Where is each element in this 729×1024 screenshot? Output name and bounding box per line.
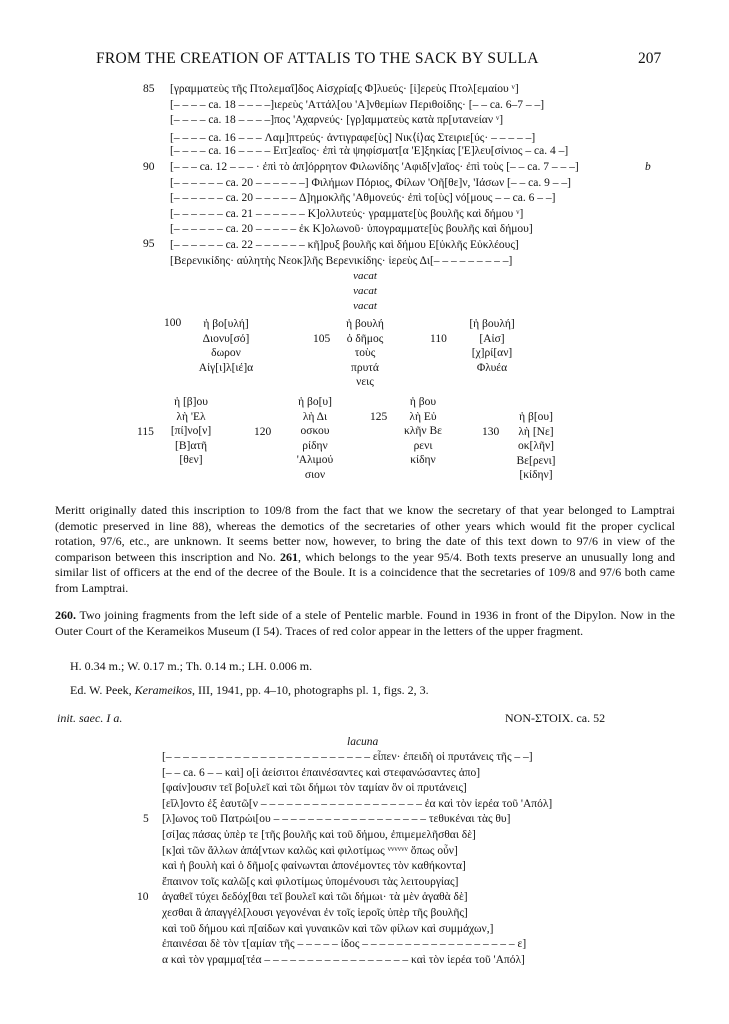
crown-6: [391, 395, 455, 468]
crown-text: ἡ βου: [409, 396, 437, 408]
crown-text: [Αἰσ]: [479, 332, 505, 345]
line-number-125: 125: [370, 411, 388, 423]
inscription-line: χεσθαι ἃ ἀπαγγέλ[λουσι γεγονέναι ἐν τοῖς ἱεροῖς ὑπὲρ τῆς βουλῆς]: [162, 907, 468, 919]
vacat-lines: [335, 269, 395, 314]
line-number-115: 115: [137, 426, 154, 438]
crown-text: λὴ 'Ελ: [176, 410, 206, 423]
inscription-line: ἀγαθεῖ τύχει δεδόχ[θαι τεῖ βουλεῖ καὶ τῶι δήμωι· τὰ μὲν ἀγαθὰ δὲ]: [162, 891, 468, 904]
crown-text: κίδην: [410, 454, 436, 466]
crown-text: ἡ [β]ου: [174, 396, 208, 408]
inscription-line: [κ]αὶ τῶν ἄλλων ἁπά[ντων καλῶς καὶ φιλοτίμως ᵛᵛᵛᵛᵛᵛ ὅπως οὖν]: [162, 844, 458, 857]
crown-text: ρίδην: [302, 439, 328, 452]
running-header-title: FROM THE CREATION OF ATTALIS TO THE SACK BY SULLA: [96, 50, 539, 67]
line-number-85: 85: [143, 83, 155, 95]
crown-text: ἡ βο[υ]: [298, 396, 332, 408]
line-number-110: 110: [430, 333, 447, 345]
crown-text: λὴ [Νε]: [518, 425, 554, 438]
crown-text: Φλυέα: [476, 361, 508, 374]
edition-suffix: , III, 1941, pp. 4–10, photographs pl. 1, figs. 2, 3.: [192, 683, 429, 697]
crown-text: [Β]ατῆ: [175, 439, 207, 452]
crown-5: [281, 395, 349, 482]
lacuna-label: lacuna: [347, 736, 379, 748]
crown-text: [θεν]: [179, 454, 203, 466]
crown-text: ὁ δῆμος: [346, 332, 384, 345]
inscription-line: [– – – – ca. 16 – – – Λαμ]πτρεύς· ἀντιγραφε[ὺς] Νικ⟨ί⟩ας Στειριε[ύς· – – – – –]: [170, 131, 536, 144]
entry-description-text: Two joining fragments from the left side of a stele of Pentelic marble. Found in 1936 in front of the Dipylon. Now in the Outer Court of the Kerameikos Museum (I 54). Traces of red color appear in the letters of the upper fragment.: [55, 608, 675, 638]
inscription-line: ἔπαινον τοῖς καλῶ[ς καὶ φιλοτίμως ὑπομένουσι τὰς λειτουργίας]: [162, 875, 459, 888]
crown-text: [ἡ βουλή]: [469, 318, 515, 330]
inscription-line: [– – – – – – ca. 20 – – – – – –] Φιλήμων Πόριος, Φίλων 'Οῆ[θε]ν, 'Ιάσων [– – ca. 9 – –]: [170, 176, 571, 189]
inscription-line: [εἵλ]οντο ἐξ ἑαυτῶ[ν – – – – – – – – – – – – – – – – – – – ἐα καὶ τὸν ἱερέα τοῦ 'Απόλ]: [162, 797, 553, 810]
line-number-5: 5: [143, 813, 149, 825]
inscription-line: [σί]ας πάσας ὑπὲρ τε [τῆς βουλῆς καὶ τοῦ δήμου, ἐπιμεμελῆσθαι δὲ]: [162, 829, 476, 841]
crown-text: κλῆν Βε: [404, 425, 442, 437]
crown-text: Διονυ[σό]: [202, 332, 250, 345]
inscription-line: [– – – – – – ca. 20 – – – – – Δ]ημοκλῆς 'Αθμονεύς· ἐπὶ το[ὺς] νό[μους – – ca. 6 – –]: [170, 192, 556, 205]
crown-text: πρυτά: [351, 361, 379, 374]
inscription-line: α καὶ τὸν γραμμα[τέα – – – – – – – – – – – – – – – – – καὶ τὸν ἱερέα τοῦ 'Απόλ]: [162, 953, 525, 966]
crown-text: [χ]ρί[αν]: [471, 347, 513, 359]
crown-text: λὴ Δι: [302, 410, 328, 423]
crown-text: 'Αλιμού: [296, 454, 334, 466]
line-number-90: 90: [143, 161, 155, 173]
format: NON-ΣΤΟΙΧ. ca. 52: [505, 711, 606, 725]
commentary-paragraph: [55, 503, 675, 596]
line-number-130: 130: [482, 426, 500, 438]
edition-prefix: Ed. W. Peek,: [70, 683, 135, 697]
vacat: vacat: [353, 285, 377, 297]
vacat: vacat: [353, 300, 377, 312]
entry-number: 260.: [55, 608, 76, 622]
page-number: 207: [638, 50, 662, 67]
crown-text: ρενι: [413, 439, 433, 452]
line-number-100: 100: [164, 317, 182, 329]
line-number-10: 10: [137, 891, 149, 903]
side-mark: b: [645, 161, 651, 173]
crown-3: [458, 317, 526, 375]
inscription-line: [λ]ωνος τοῦ Πατρώι[ου – – – – – – – – – – – – – – – – – – τεθυκέναι τὰς θυ]: [162, 813, 511, 826]
crown-text: [πί]νο[ν]: [170, 425, 212, 437]
entry-description: [55, 608, 675, 639]
edition: [70, 683, 429, 698]
crown-text: δωρον: [211, 347, 241, 359]
crown-text: ἡ β[ου]: [519, 411, 553, 423]
crown-text: Βε[ρενι]: [516, 454, 556, 467]
crown-text: Αἰγ[ι]λ[ιέ]α: [198, 361, 254, 374]
commentary-text: , which belongs to the year 95/4. Both texts preserve an unusually long and similar list of officers at the end of the decree of the Boule. It is a coincidence that the secretaries of 109/8 and 97/6 both came from Lamptrai.: [55, 549, 675, 595]
date: init. saec. I a.: [57, 711, 123, 725]
inscription-line: [– – – – – – ca. 21 – – – – – – Κ]ολλυτεύς· γραμματε[ὺς βουλῆς καὶ δήμου ᵛ]: [170, 207, 524, 220]
crown-text: ἡ βο[υλή]: [203, 318, 249, 330]
crown-text: λὴ Εὐ: [409, 410, 437, 423]
inscription-line: ἐπαινέσαι δὲ τὸν τ[αμίαν τῆς – – – – – ίδος – – – – – – – – – – – – – – – – – – ε]: [162, 938, 527, 951]
inscription-line: [φαίν]ουσιν τεῖ βο[υλεῖ καὶ τῶι δήμωι τὸν ταμίαν ὃν οἱ πρυτάνεις]: [162, 782, 467, 795]
inscription-line: [– – ca. 6 – – καὶ] ο[ἱ ἀείσιτοι ἐπαινέσαντες καὶ στεφανώσαντες ἀπο]: [162, 766, 481, 779]
crown-2: [335, 317, 395, 390]
inscription-line: [γραμματεὺς τῆς Πτολεμαΐ]δος Αἰσχρία[ς Φ]λυεύς· [ἱ]ερεὺς Πτολ[εμαίου ᵛ]: [170, 83, 519, 95]
inscription-line: καὶ τοῦ δήμου καὶ π[αίδων καὶ γυναικῶν καὶ τῶν φίλων καὶ συμμάχων,]: [162, 922, 494, 935]
dimensions: H. 0.34 m.; W. 0.17 m.; Th. 0.14 m.; LH. 0.006 m.: [70, 659, 313, 673]
inscription-line: [– – – – – – ca. 20 – – – – – ἐκ Κ]ολωνοῦ· ὑπογραμματε[ὺς βουλῆς καὶ δήμου]: [170, 223, 533, 236]
crown-text: οσκου: [300, 425, 330, 437]
inscription-line: [– – – – ca. 18 – – – –]ιερεὺς 'Αττάλ[ου 'Α]νθεμίων Περιθοίδης· [– – ca. 6–7 – –]: [170, 98, 545, 111]
crown-text: [κίδην]: [519, 469, 553, 481]
crown-7: [505, 410, 567, 483]
line-number-120: 120: [254, 426, 272, 438]
inscription-line: [– – – – ca. 16 – – – – Ειτ]εαῖος· ἐπὶ τὰ ψηφίσματ[α 'Ε]ξηκίας ['Ε]λευ[σίνιος – ca. 4 –]: [170, 145, 569, 158]
inscription-line: [– – – – – – – – – – – – – – – – – – – – – – – – εἶπεν· ἐπειδὴ οἱ πρυτάνεις τῆς – –]: [162, 751, 533, 763]
inscription-line: [– – – – – – ca. 22 – – – – – – κῆ]ρυξ βουλῆς καὶ δήμου Ε[ὐκλῆς Εὐκλέους]: [170, 239, 519, 251]
crown-text: νεις: [356, 376, 374, 388]
crown-4: [160, 395, 222, 468]
line-number-105: 105: [313, 333, 331, 345]
edition-title: Kerameikos: [134, 683, 192, 697]
line-number-95: 95: [143, 238, 155, 250]
crown-text: σιον: [304, 468, 326, 481]
inscription-line: [Βερενικίδης· αὐλητὴς Νεοκ]λῆς Βερενικίδης· ἱερεὺς Δι[– – – – – – – – –]: [170, 254, 513, 267]
crown-text: οκ[λῆν]: [518, 440, 554, 452]
vacat: vacat: [353, 270, 377, 282]
inscription-line: καὶ ἡ βουλὴ καὶ ὁ δῆμο[ς φαίνωνται ἀπονέμοντες τὸν καθήκοντα]: [162, 860, 466, 873]
inscription-line: [– – – ca. 12 – – – · ἐπὶ τὸ ἀπ]όρρητον Φιλωνίδης 'Αφιδ[ν]αῖος· ἐπὶ τοὺς [– – ca. 7 – – –]: [170, 161, 579, 173]
crown-text: ἡ βουλή: [346, 318, 384, 330]
crown-text: τοὺς: [354, 347, 376, 359]
crown-1: [190, 317, 262, 375]
commentary-text: Meritt originally dated this inscription to 109/8 from the fact that we know the secretary of that year belonged to Lamptrai (demotic preserved in line 88), whereas the demotics of the secretaries of other years which would fit the proper cyclical rotation, 97/6, etc., are unknown. It seems better now, however, to bring the date of this text down to 97/6 in view of the comparison between this inscription and No.: [55, 503, 675, 564]
inscription-line: [– – – – ca. 18 – – – –]πος 'Αχαρνεύς· [γρ]αμματεὺς κατὰ πρ[υτανείαν ᵛ]: [170, 114, 504, 127]
inscription-reference: 261: [280, 549, 299, 564]
